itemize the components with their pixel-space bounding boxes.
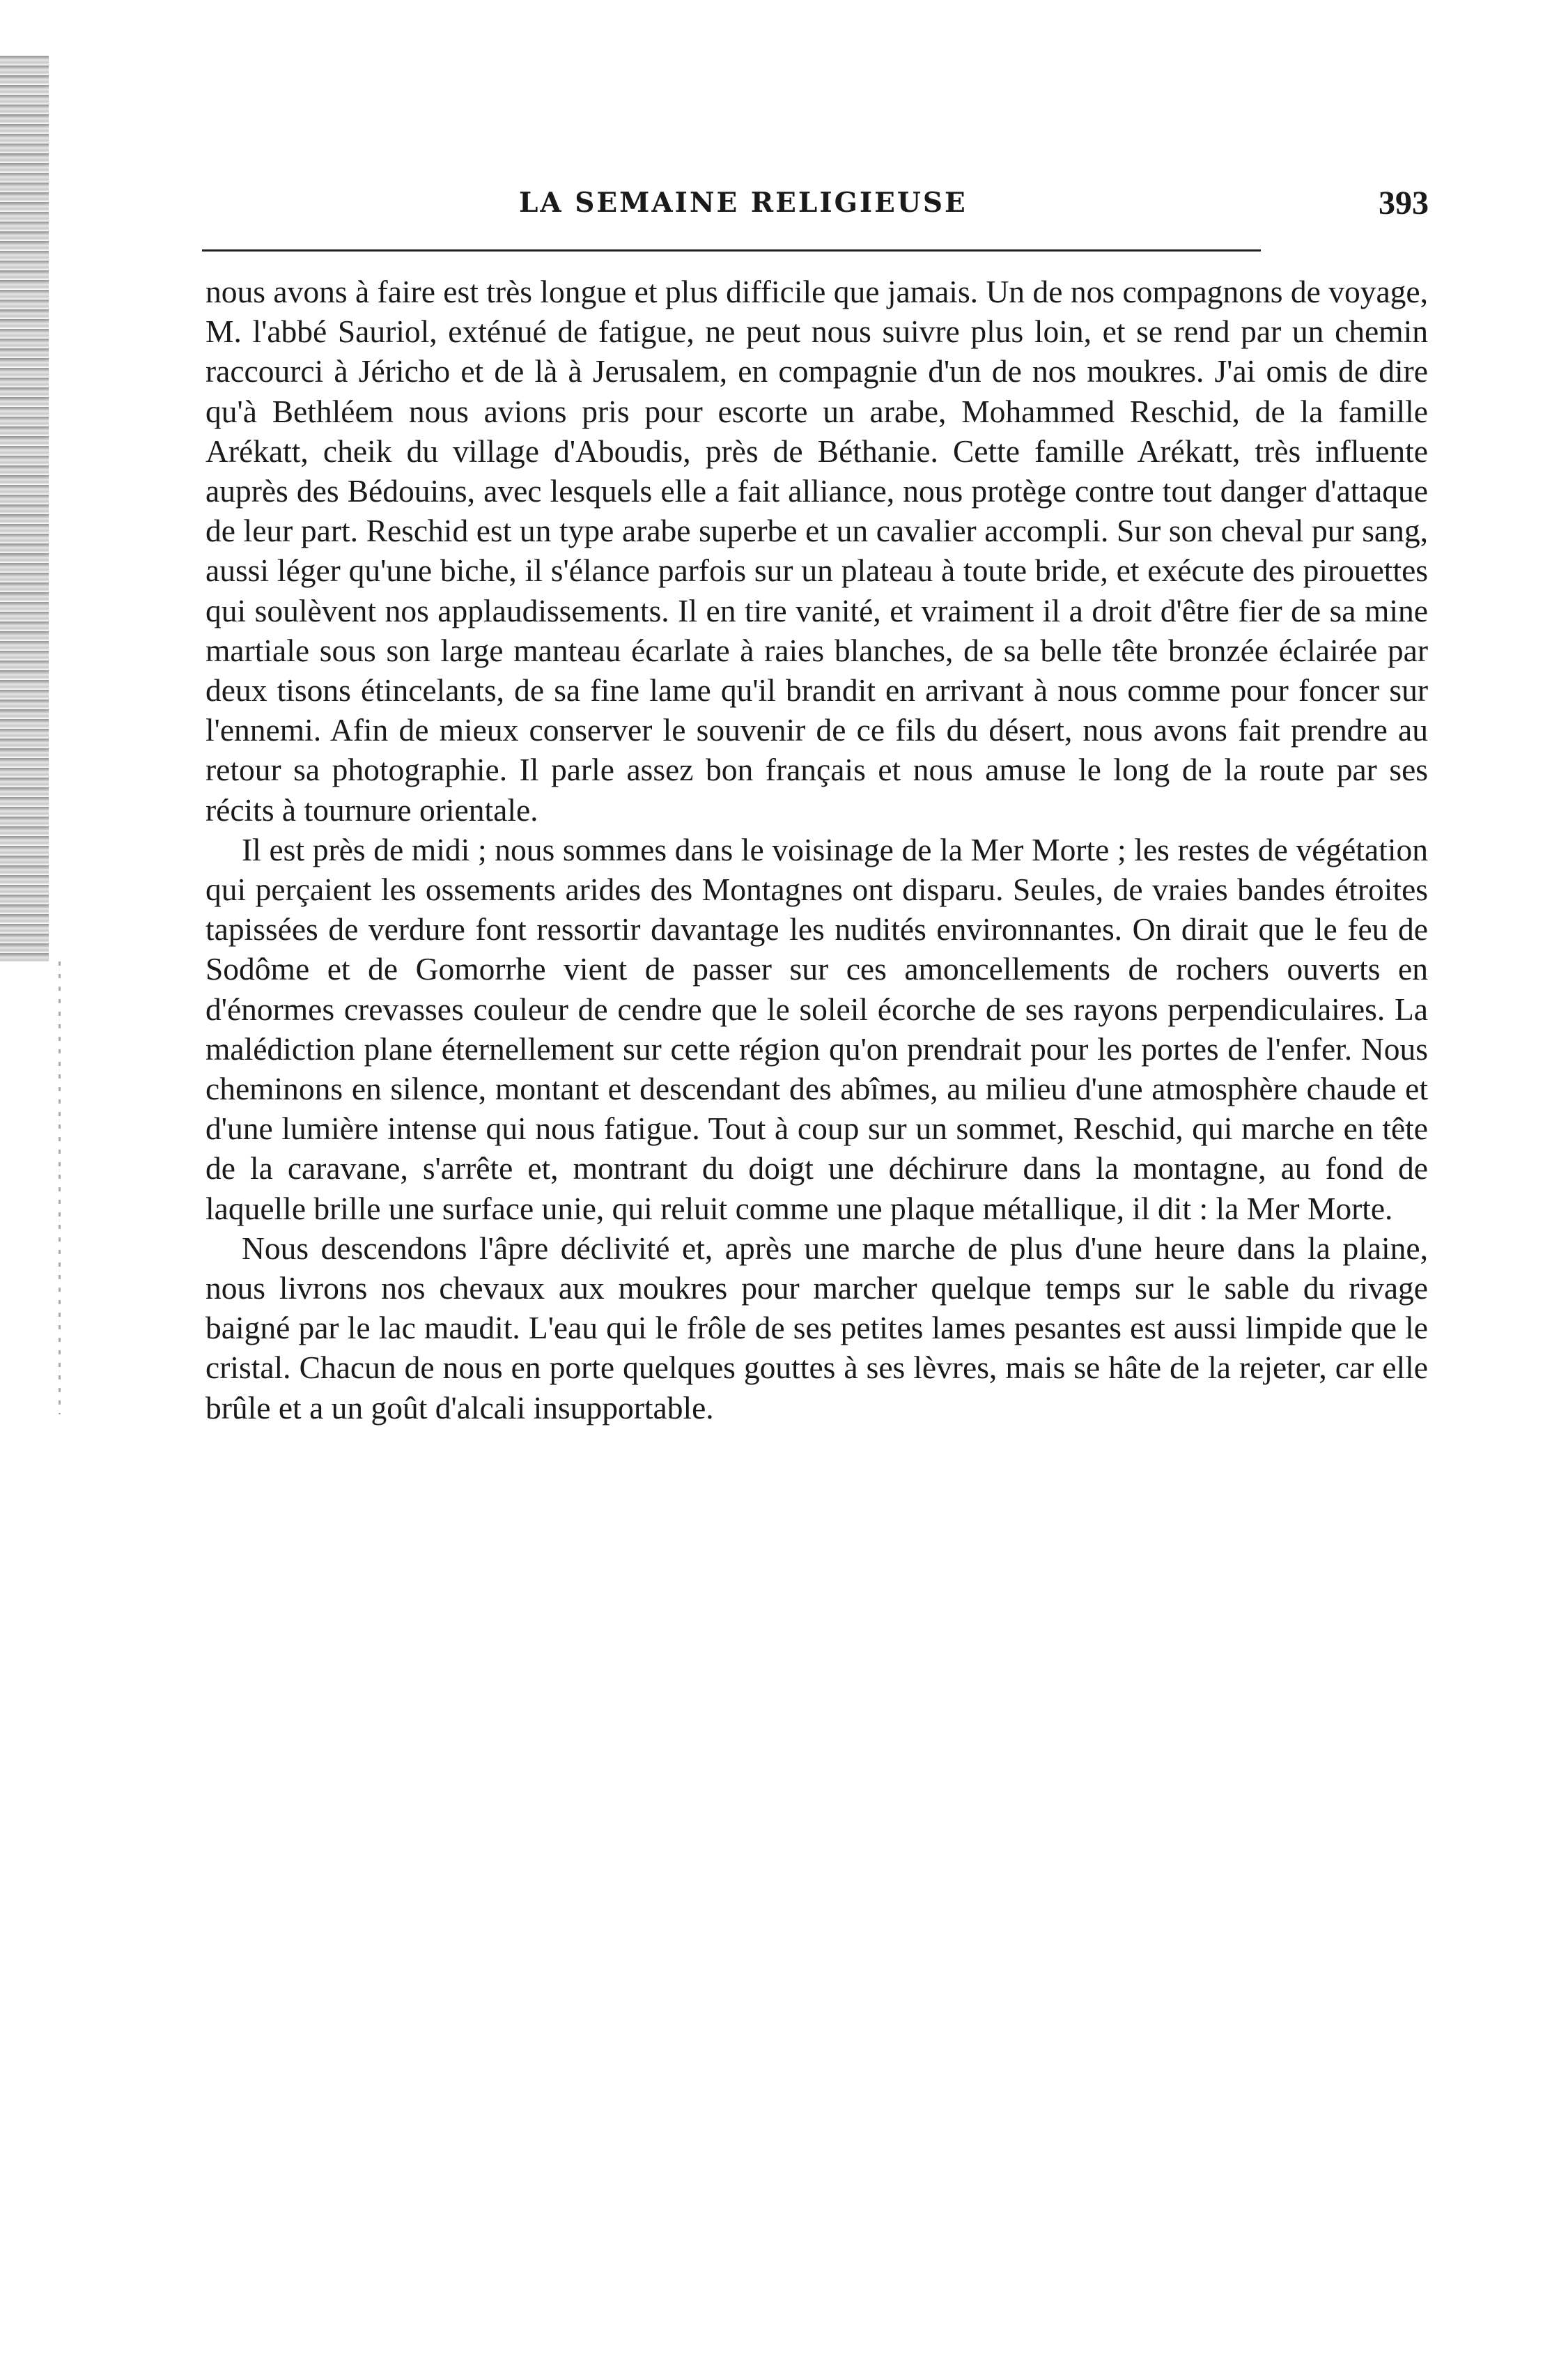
scan-binding-edge <box>0 56 49 961</box>
body-text <box>205 272 1428 1428</box>
running-title: LA SEMAINE RELIGIEUSE <box>519 187 968 219</box>
paragraph-1: nous avons à faire est très longue et plus difficile que jamais. Un de nos compagnons de voyage, M. l'abbé Sauriol, exténué de fatigue, ne peut nous suivre plus loin, et se rend par un chemin raccourci à Jéricho et de là à Jerusalem, en compagnie d'un de nos moukres. J'ai omis de dire qu'à Bethléem nous avions pris pour escorte un arabe, Mohammed Reschid, de la famille Arékatt, cheik du village d'Aboudis, près de Béthanie. Cette famille Arékatt, très influente auprès des Bédouins, avec lesquels elle a fait alliance, nous protège contre tout danger d'attaque de leur part. Reschid est un type arabe superbe et un cavalier accompli. Sur son cheval pur sang, aussi léger qu'une biche, il s'élance parfois sur un plateau à toute bride, et exécute des pirouettes qui soulèvent nos applaudissements. Il en tire vanité, et vraiment il a droit d'être fier de sa mine martiale sous son large manteau écarlate à raies blanches, de sa belle tête bronzée éclairée par deux tisons étincelants, de sa fine lame qu'il brandit en arrivant à nous comme pour foncer sur l'ennemi. Afin de mieux conserver le souvenir de ce fils du désert, nous avons fait prendre au retour sa photographie. Il parle assez bon français et nous amuse le long de la route par ses récits à tournure orientale. <box>205 274 1428 828</box>
paragraph-3: Nous descendons l'âpre déclivité et, après une marche de plus d'une heure dans la plaine, nous livrons nos chevaux aux moukres pour marcher quelque temps sur le sable du rivage baigné par le lac maudit. L'eau qui le frôle de ses petites lames pesantes est aussi limpide que le cristal. Chacun de nous en porte quelques gouttes à ses lèvres, mais se hâte de la rejeter, car elle brûle et a un goût d'alcali insupportable. <box>205 1230 1428 1425</box>
scan-binding-edge-lower <box>59 961 61 1414</box>
page-number: 393 <box>1379 185 1429 222</box>
header-rule <box>202 249 1261 252</box>
page-header <box>519 187 1429 229</box>
paragraph-2: Il est près de midi ; nous sommes dans le voisinage de la Mer Morte ; les restes de végétation qui perçaient les ossements arides des Montagnes ont disparu. Seules, de vraies bandes étroites tapissées de verdure font ressortir davantage les nudités environnantes. On dirait que le feu de Sodôme et de Gomorrhe vient de passer sur ces amoncellements de rochers ouverts en d'énormes crevasses couleur de cendre que le soleil écorche de ses rayons perpendiculaires. La malédiction plane éternellement sur cette région qu'on prendrait pour les portes de l'enfer. Nous cheminons en silence, montant et descendant des abîmes, au milieu d'une atmosphère chaude et d'une lumière intense qui nous fatigue. Tout à coup sur un sommet, Reschid, qui marche en tête de la caravane, s'arrête et, montrant du doigt une déchirure dans la montagne, au fond de laquelle brille une surface unie, qui reluit comme une plaque métallique, il dit : la Mer Morte. <box>205 831 1428 1226</box>
